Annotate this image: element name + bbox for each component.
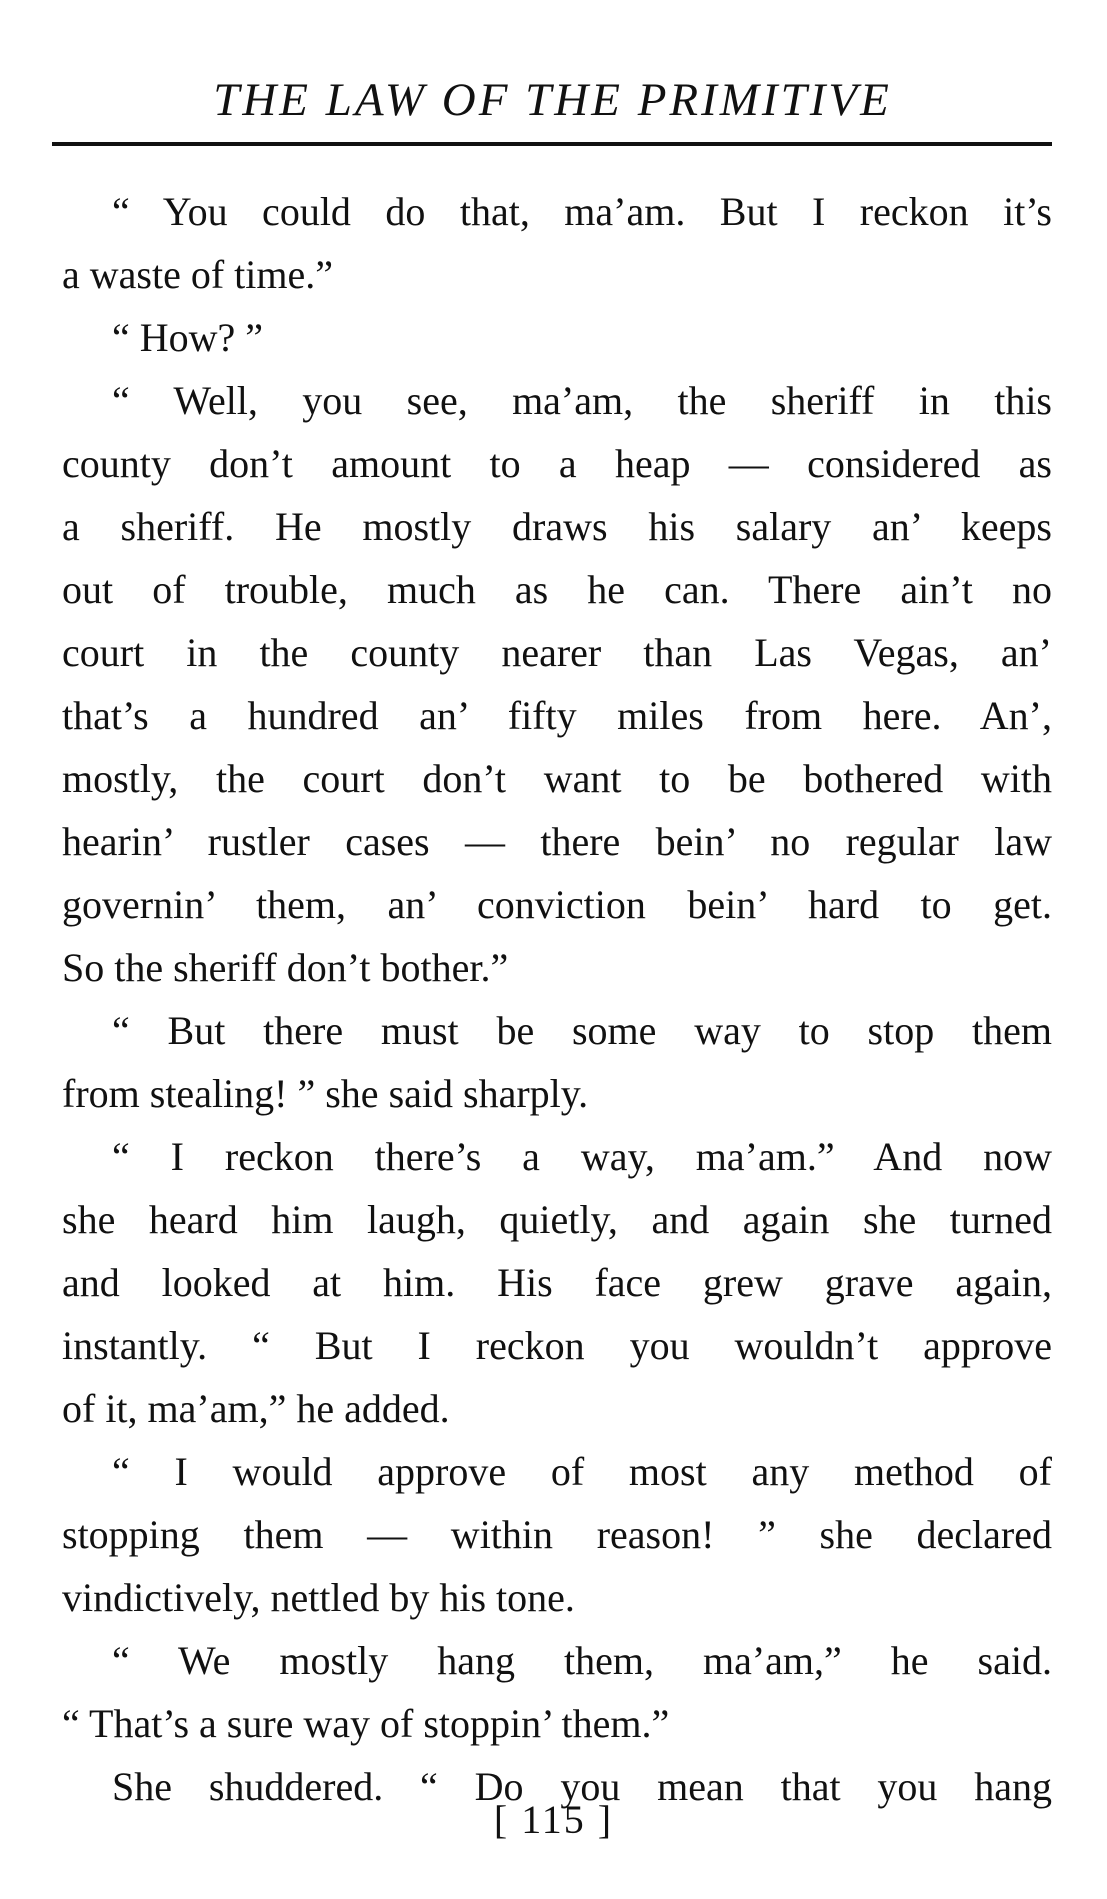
body-text [62,180,1052,1818]
header-rule [52,142,1052,146]
text-line: county don’t amount to a heap — considered as [62,441,1052,486]
text-line: “ How? ” [112,315,264,360]
text-line: vindictively, nettled by his tone. [62,1575,575,1620]
text-line: from stealing! ” she said sharply. [62,1071,589,1116]
text-line: “ That’s a sure way of stoppin’ them.” [62,1701,670,1746]
text-line: out of trouble, much as he can. There ain’t no [62,567,1052,612]
running-head: THE LAW OF THE PRIMITIVE [213,74,892,126]
text-line: hearin’ rustler cases — there bein’ no regular law [62,819,1052,864]
text-line: “ We mostly hang them, ma’am,” he said. [112,1638,1052,1683]
text-line: a sheriff. He mostly draws his salary an’ keeps [62,504,1052,549]
text-line: of it, ma’am,” he added. [62,1386,450,1431]
text-line: “ I would approve of most any method of [112,1449,1052,1494]
text-line: and looked at him. His face grew grave again, [62,1260,1052,1305]
text-line: instantly. “ But I reckon you wouldn’t approve [62,1323,1052,1368]
text-line: “ Well, you see, ma’am, the sheriff in this [112,378,1052,423]
text-line: So the sheriff don’t bother.” [62,945,509,990]
text-line: “ But there must be some way to stop them [112,1008,1052,1053]
text-line: that’s a hundred an’ fifty miles from here. An’, [62,693,1052,738]
text-line: mostly, the court don’t want to be bothered with [62,756,1052,801]
text-line: She shuddered. “ Do you mean that you hang [112,1764,1052,1809]
text-line: stopping them — within reason! ” she declared [62,1512,1052,1557]
page-number: [ 115 ] [493,1797,614,1842]
text-line: court in the county nearer than Las Vegas, an’ [62,630,1052,675]
text-line: “ You could do that, ma’am. But I reckon it’s [112,189,1052,234]
text-line: a waste of time.” [62,252,333,297]
text-line: “ I reckon there’s a way, ma’am.” And now [112,1134,1052,1179]
text-line: she heard him laugh, quietly, and again she turned [62,1197,1052,1242]
text-line: governin’ them, an’ conviction bein’ hard to get. [62,882,1052,927]
